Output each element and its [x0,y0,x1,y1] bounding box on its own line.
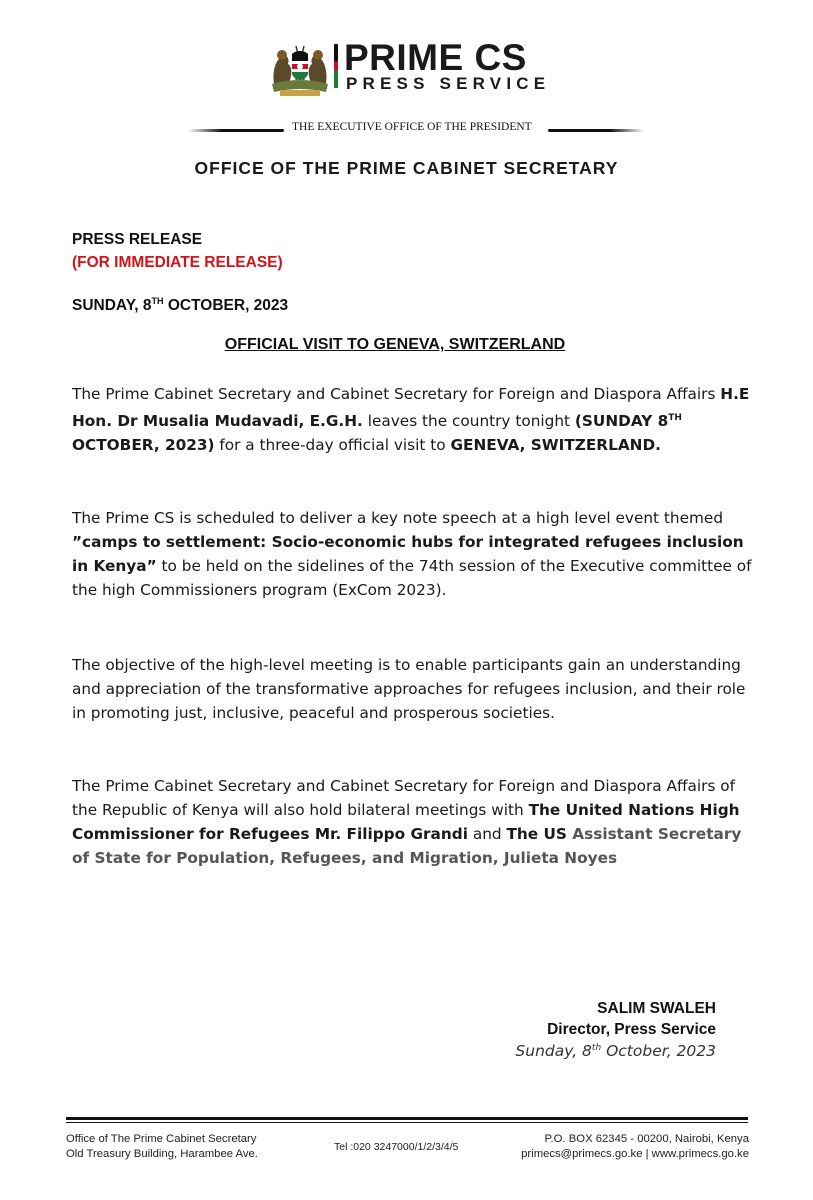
footer-rule-thin [66,1122,748,1123]
footer-address-right [521,1132,749,1162]
release-date: SUNDAY, 8TH OCTOBER, 2023 [72,296,289,315]
footer-contacts[interactable]: primecs@primecs.go.ke | www.primecs.go.ke [521,1148,749,1160]
paragraph-2: The Prime CS is scheduled to deliver a key note speech at a high level event themed ”camps to settlement: Socio-economic hubs for integrated refugees inclusion in Kenya” to be held on the sidelines of the 74th session of the Executive committee of the high Commissioners program (ExCom 2023). [72,509,752,599]
brand-color-bar [334,44,338,88]
executive-office-label: THE EXECUTIVE OFFICE OF THE PRESIDENT [292,121,532,133]
footer-building: Old Treasury Building, Harambee Ave. [66,1148,258,1160]
brand-subtitle: PRESS SERVICE [346,74,551,93]
footer-office-name: Office of The Prime Cabinet Secretary [66,1133,257,1145]
paragraph-1: The Prime Cabinet Secretary and Cabinet Secretary for Foreign and Diaspora Affairs H.E Hon. Dr Musalia Mudavadi, E.G.H. leaves the country tonight (SUNDAY 8TH OCTOBER, 2023) for a three-day official visit to GENEVA, SWITZERLAND. [72,385,750,455]
office-title: OFFICE OF THE PRIME CABINET SECRETARY [194,158,619,178]
footer-address-left [66,1132,258,1162]
decorative-rule-right [548,129,644,132]
brand-title: PRIME CS [344,37,527,78]
footer-rule-thick [66,1117,748,1120]
signature-date: Sunday, 8th October, 2023 [515,1042,716,1060]
paragraph-4: The Prime Cabinet Secretary and Cabinet Secretary for Foreign and Diaspora Affairs of the Republic of Kenya will also hold bilateral meetings with The United Nations High Commissioner for Refugees Mr. Filippo Grandi and The US Assistant Secretary of State for Population, Refugees, and Migration, Julieta Noyes [72,777,742,867]
immediate-release-label: (FOR IMMEDIATE RELEASE) [72,254,283,271]
release-heading: OFFICIAL VISIT TO GENEVA, SWITZERLAND [224,336,566,353]
signatory-name: SALIM SWALEH [597,1000,716,1017]
press-release-label: PRESS RELEASE [72,231,203,248]
kenya-coat-of-arms-emblem [268,40,332,98]
decorative-rule-left [188,129,284,132]
signatory-title: Director, Press Service [547,1021,716,1038]
footer-po-box: P.O. BOX 62345 - 00200, Nairobi, Kenya [544,1133,749,1145]
footer-telephone: Tel :020 3247000/1/2/3/4/5 [334,1141,459,1153]
paragraph-3: The objective of the high-level meeting is to enable participants gain an understanding and appreciation of the transformative approaches for refugees inclusion, and their role in promoting just, inclusive, peaceful and prosperous societies. [72,656,746,722]
